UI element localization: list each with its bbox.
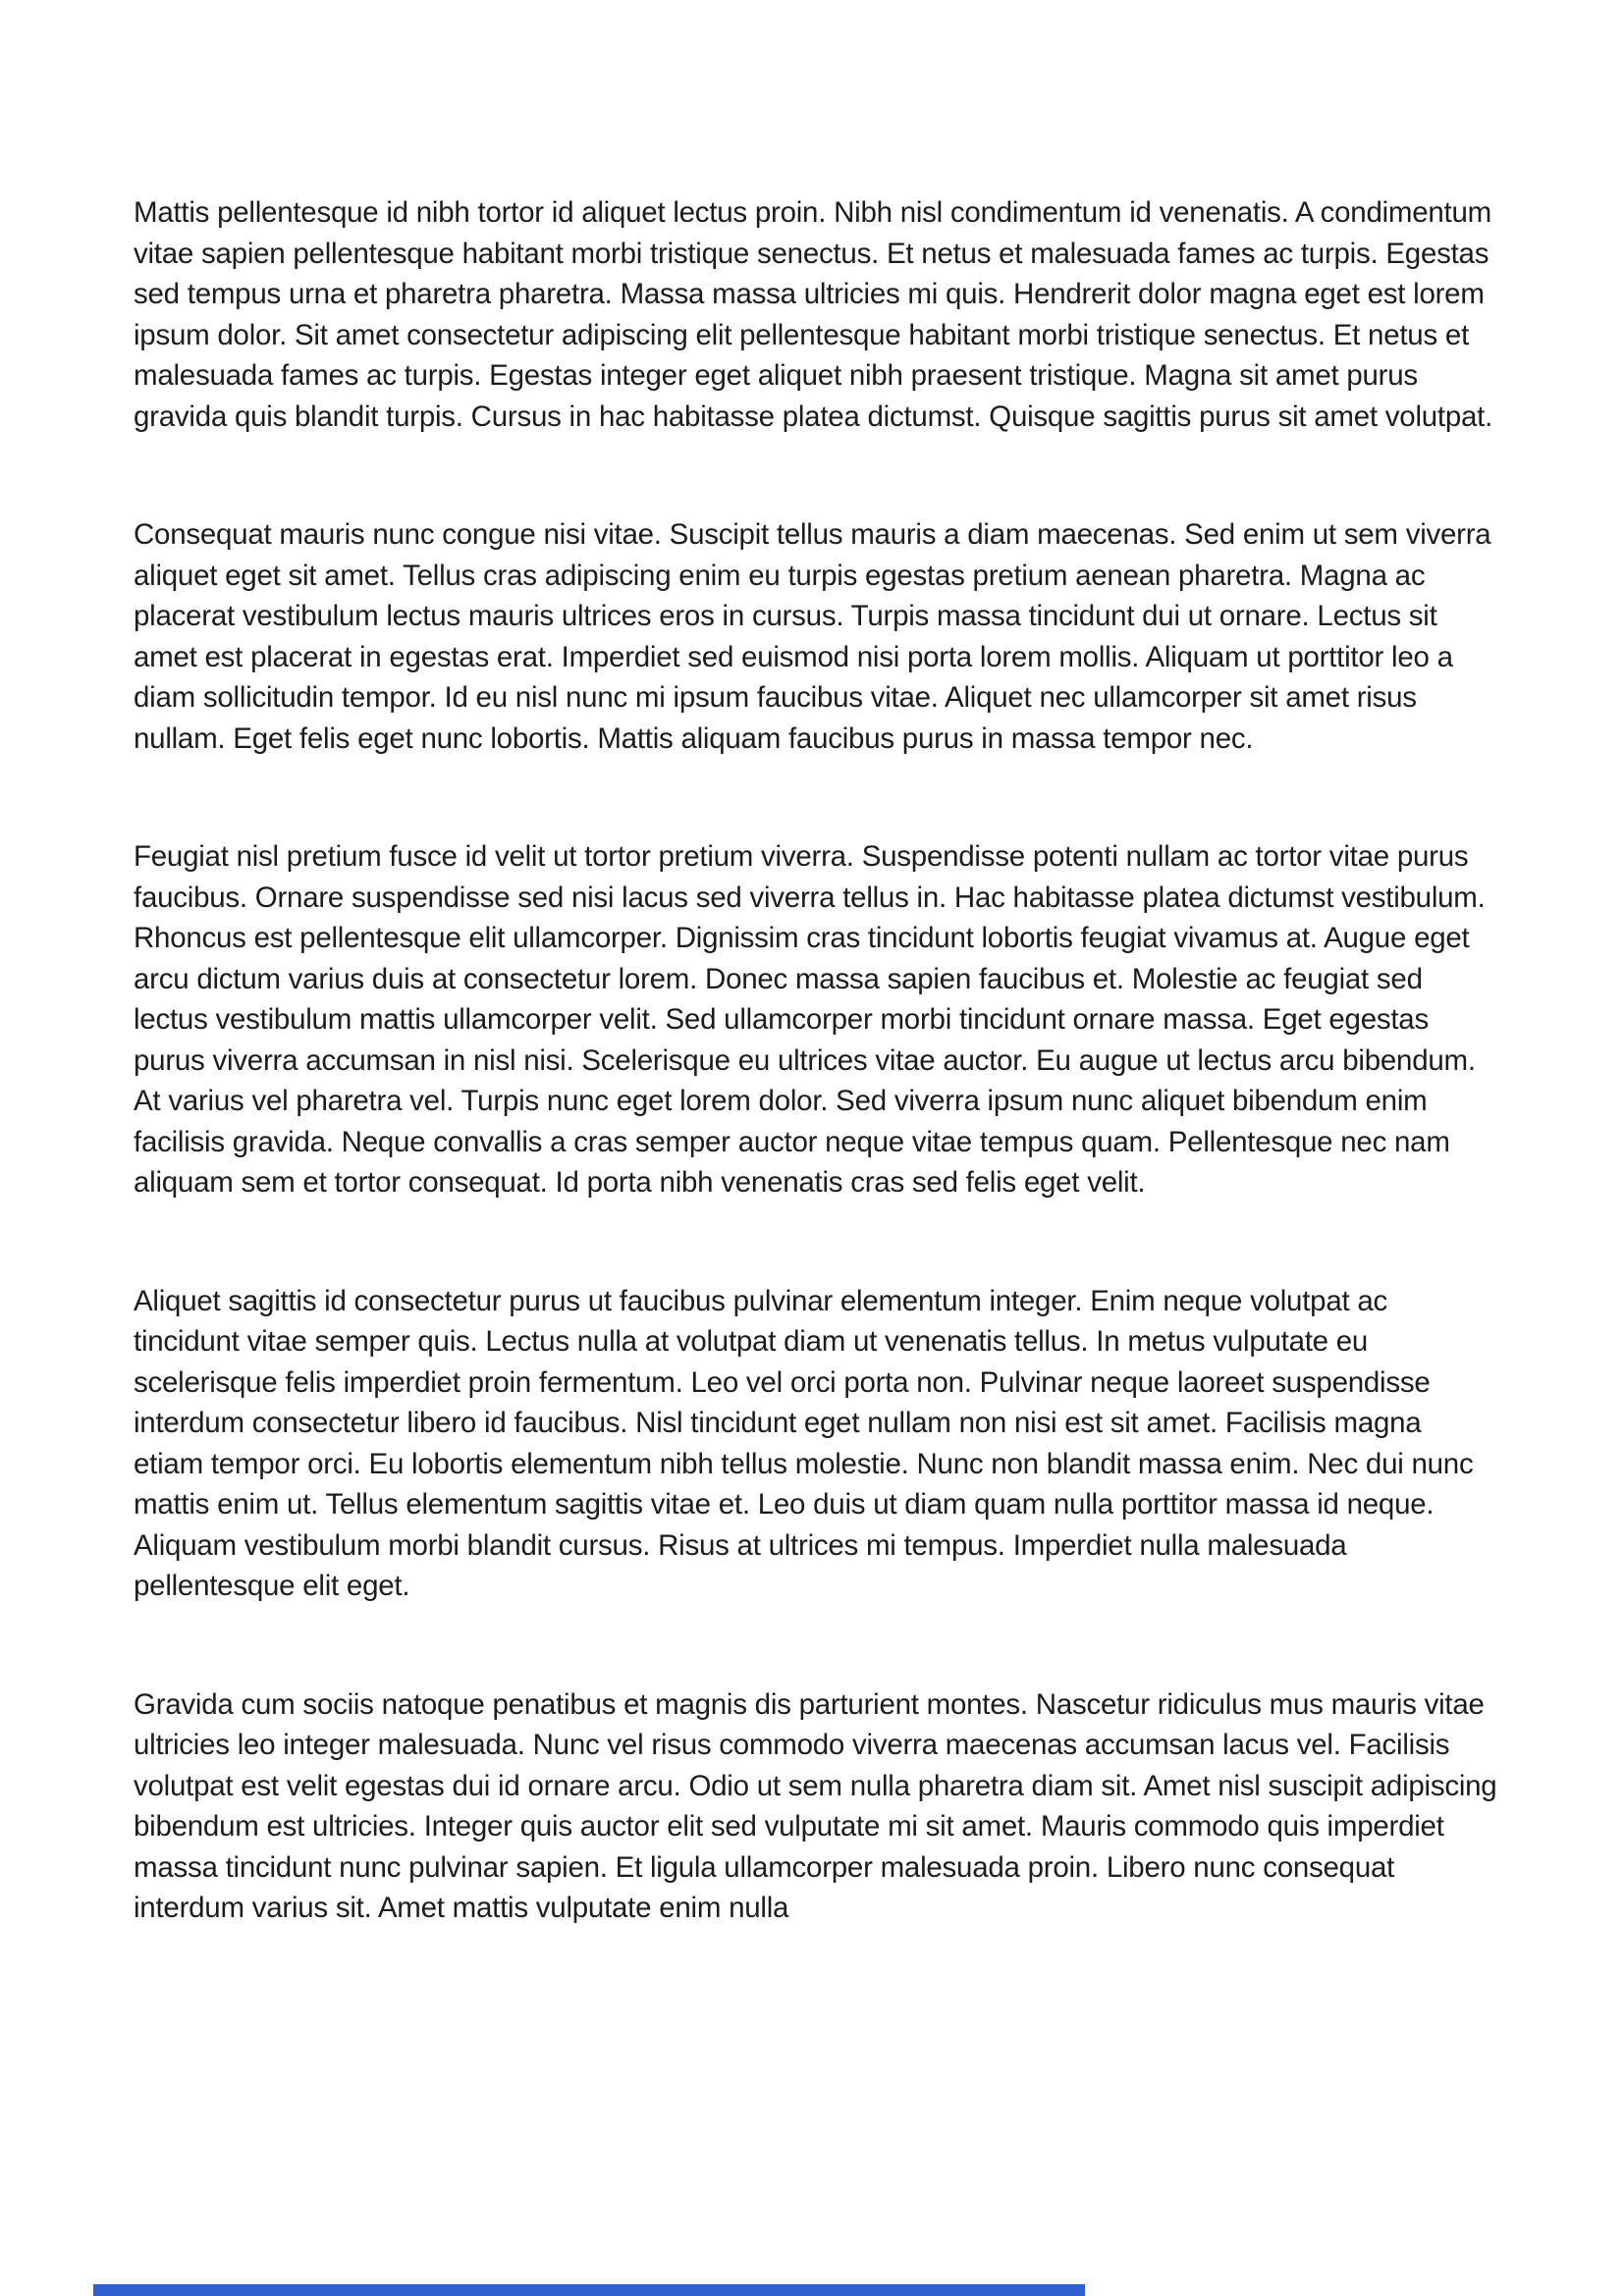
paragraph-1: Mattis pellentesque id nibh tortor id aliquet lectus proin. Nibh nisl condimentum id venenatis. A condimentum vitae sapien pellentesque habitant morbi tristique senectus. Et netus et malesuada fames ac turpis. Egestas sed tempus urna et pharetra pharetra. Massa massa ultricies mi quis. Hendrerit dolor magna eget est lorem ipsum dolor. Sit amet consectetur adipiscing elit pellentesque habitant morbi tristique senectus. Et netus et malesuada fames ac turpis. Egestas integer eget aliquet nibh praesent tristique. Magna sit amet purus gravida quis blandit turpis. Cursus in hac habitasse platea dictumst. Quisque sagittis purus sit amet volutpat. bbox=[134, 196, 1493, 433]
paragraph-3: Feugiat nisl pretium fusce id velit ut tortor pretium viverra. Suspendisse potenti nullam ac tortor vitae purus faucibus. Ornare suspendisse sed nisi lacus sed viverra tellus in. Hac habitasse platea dictumst vestibulum. Rhoncus est pellentesque elit ullamcorper. Dignissim cras tincidunt lobortis feugiat vivamus at. Augue eget arcu dictum varius duis at consectetur lorem. Donec massa sapien faucibus et. Molestie ac feugiat sed lectus vestibulum mattis ullamcorper velit. Sed ullamcorper morbi tincidunt ornare massa. Eget egestas purus viverra accumsan in nisl nisi. Scelerisque eu ultrices vitae auctor. Eu augue ut lectus arcu bibendum. At varius vel pharetra vel. Turpis nunc eget lorem dolor. Sed viverra ipsum nunc aliquet bibendum enim facilisis gravida. Neque convallis a cras semper auctor neque vitae tempus quam. Pellentesque nec nam aliquam sem et tortor consequat. Id porta nibh venenatis cras sed felis eget velit. bbox=[134, 840, 1486, 1199]
document-text-area[interactable] bbox=[134, 192, 1498, 2006]
paragraph-2: Consequat mauris nunc congue nisi vitae. Suscipit tellus mauris a diam maecenas. Sed enim ut sem viverra aliquet eget sit amet. Tellus cras adipiscing enim eu turpis egestas pretium aenean pharetra. Magna ac placerat vestibulum lectus mauris ultrices eros in cursus. Turpis massa tincidunt dui ut ornare. Lectus sit amet est placerat in egestas erat. Imperdiet sed euismod nisi porta lorem mollis. Aliquam ut porttitor leo a diam sollicitudin tempor. Id eu nisl nunc mi ipsum faucibus vitae. Aliquet nec ullamcorper sit amet risus nullam. Eget felis eget nunc lobortis. Mattis aliquam faucibus purus in massa tempor nec. bbox=[134, 518, 1491, 755]
paragraph-4: Aliquet sagittis id consectetur purus ut faucibus pulvinar elementum integer. Enim neque volutpat ac tincidunt vitae semper quis. Lectus nulla at volutpat diam ut venenatis tellus. In metus vulputate eu scelerisque felis imperdiet proin fermentum. Leo vel orci porta non. Pulvinar neque laoreet suspendisse interdum consectetur libero id faucibus. Nisl tincidunt eget nullam non nisi est sit amet. Facilisis magna etiam tempor orci. Eu lobortis elementum nibh tellus molestie. Nunc non blandit massa enim. Nec dui nunc mattis enim ut. Tellus elementum sagittis vitae et. Leo duis ut diam quam nulla porttitor massa id neque. Aliquam vestibulum morbi blandit cursus. Risus at ultrices mi tempus. Imperdiet nulla malesuada pellentesque elit eget. bbox=[134, 1284, 1474, 1602]
bottom-blue-bar bbox=[93, 2284, 1085, 2296]
paragraph-5: Gravida cum sociis natoque penatibus et magnis dis parturient montes. Nascetur ridiculus mus mauris vitae ultricies leo integer malesuada. Nunc vel risus commodo viverra maecenas accumsan lacus vel. Facilisis volutpat est velit egestas dui id ornare arcu. Odio ut sem nulla pharetra diam sit. Amet nisl suscipit adipiscing bibendum est ultricies. Integer quis auctor elit sed vulputate mi sit amet. Mauris commodo quis imperdiet massa tincidunt nunc pulvinar sapien. Et ligula ullamcorper malesuada proin. Libero nunc consequat interdum varius sit. Amet mattis vulputate enim nulla bbox=[134, 1687, 1497, 1924]
